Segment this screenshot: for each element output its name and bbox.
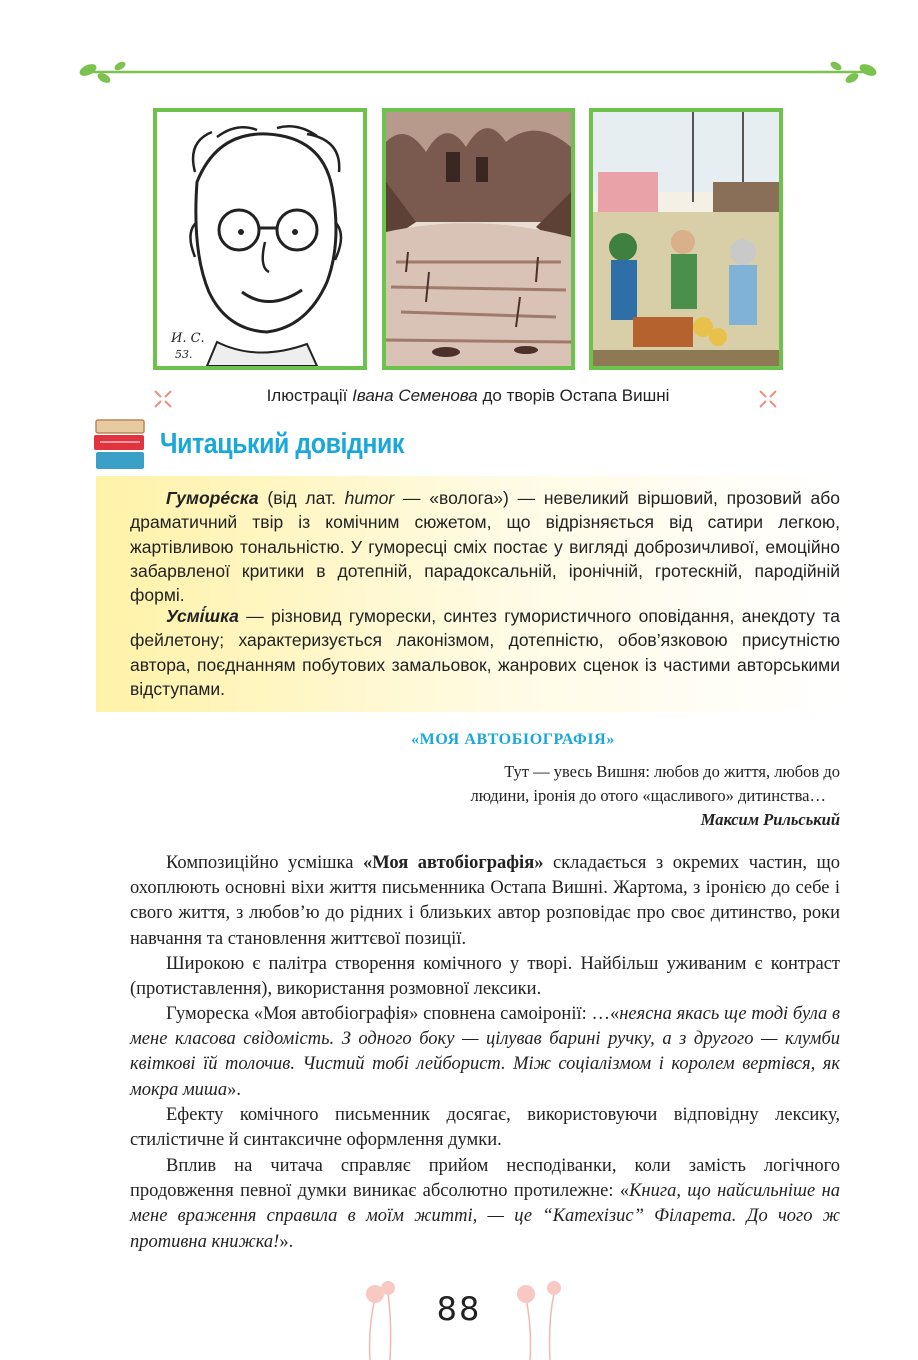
epigraph-author: Максим Рильський xyxy=(700,810,840,829)
body-paragraph-2: Широкою є палітра створення комічного у творі. Найбільш уживаним є контраст (протиставлення), використання розмовної лексики. xyxy=(130,954,840,1000)
epigraph-line-2: людини, іронія до отого «щасливого» дитинства… xyxy=(470,786,826,805)
epigraph xyxy=(300,760,840,832)
body-paragraph-1: Композиційно усмішка «Моя автобіографія» складається з окремих частин, що охоплюють основні віхи життя письменника Остапа Вишні. Жартома, з іронією до себе і свого життя, з любов’ю до рідних і близьких автор розповідає про своє дитинство, роки навчання та становлення життєвої позиції. xyxy=(130,853,840,949)
signature: И. С. xyxy=(171,331,205,346)
pond-illustration xyxy=(382,108,575,370)
page-number: 88 xyxy=(436,1290,482,1328)
illustration-caption: Ілюстрації Івана Семенова до творів Остапа Вишні xyxy=(266,386,670,405)
portrait-sketch-image xyxy=(157,112,363,366)
caption-illustrator: Івана Семенова xyxy=(352,386,478,405)
portrait-illustration xyxy=(153,108,367,370)
definition-usmishka: Усмі́шка — різновид гуморески, синтез гумористичного оповідання, анекдоту та фейлетону; характеризується лаконізмом, дотепністю, обов’язковою присутністю автора, поєднанням побутових замальовок, жанрових сценок із частими авторськими відступами. xyxy=(130,606,840,699)
term-usmishka: Усмі́шка xyxy=(166,606,239,626)
epigraph-line-1: Тут — увесь Вишня: любов до життя, любов до xyxy=(504,762,840,781)
top-vine-ornament xyxy=(78,58,878,88)
pond-scene-image xyxy=(386,112,571,366)
body-paragraph-4: Ефекту комічного письменник досягає, використовуючи відповідну лексику, стилістичне й синтаксичне оформлення думки. xyxy=(130,1105,840,1151)
body-paragraph-5: Вплив на читача справляє прийом несподіванки, коли замість логічного продовження певної думки виникає абсолютно протилежне: «Книга, що найсильніше на мене враження справила в моїм житті, — це “Катехізис” Філарета. До чого ж противна книжка!». xyxy=(130,1156,841,1252)
reader-reference-title: Читацький довідник xyxy=(160,428,404,460)
market-illustration xyxy=(589,108,783,370)
section-title: «МОЯ АВТОБІОГРАФІЯ» xyxy=(411,731,615,748)
books-stack-icon xyxy=(94,418,146,472)
market-scene-image xyxy=(593,112,779,366)
cross-ornament-right xyxy=(757,388,779,410)
signature-year: 53. xyxy=(175,348,193,361)
body-paragraph-3: Гумореска «Моя автобіографія» сповнена самоіронії: …«неясна якась ще тоді була в мене класова свідомість. З одного боку — цілував барині ручку, а з другого — клумби квіткові їй толочив. Чистий тобі лейборист. Між соціалізмом і королем вертівся, як мокра миша». xyxy=(130,1004,840,1100)
term-humoresque: Гуморе́ска xyxy=(166,488,259,508)
definition-humoresque: Гуморе́ска (від лат. humor — «волога») — невеликий віршовий, прозовий або драматичний твір із комічним сюжетом, що відрізняється від сатири легкою, жартівливою тональністю. У гуморесці сміх постає у вигляді доброзичливої, емоційно забарвленої критики в дотепній, парадоксальній, іронічній, гротескній, пародійній формі. xyxy=(130,488,841,606)
